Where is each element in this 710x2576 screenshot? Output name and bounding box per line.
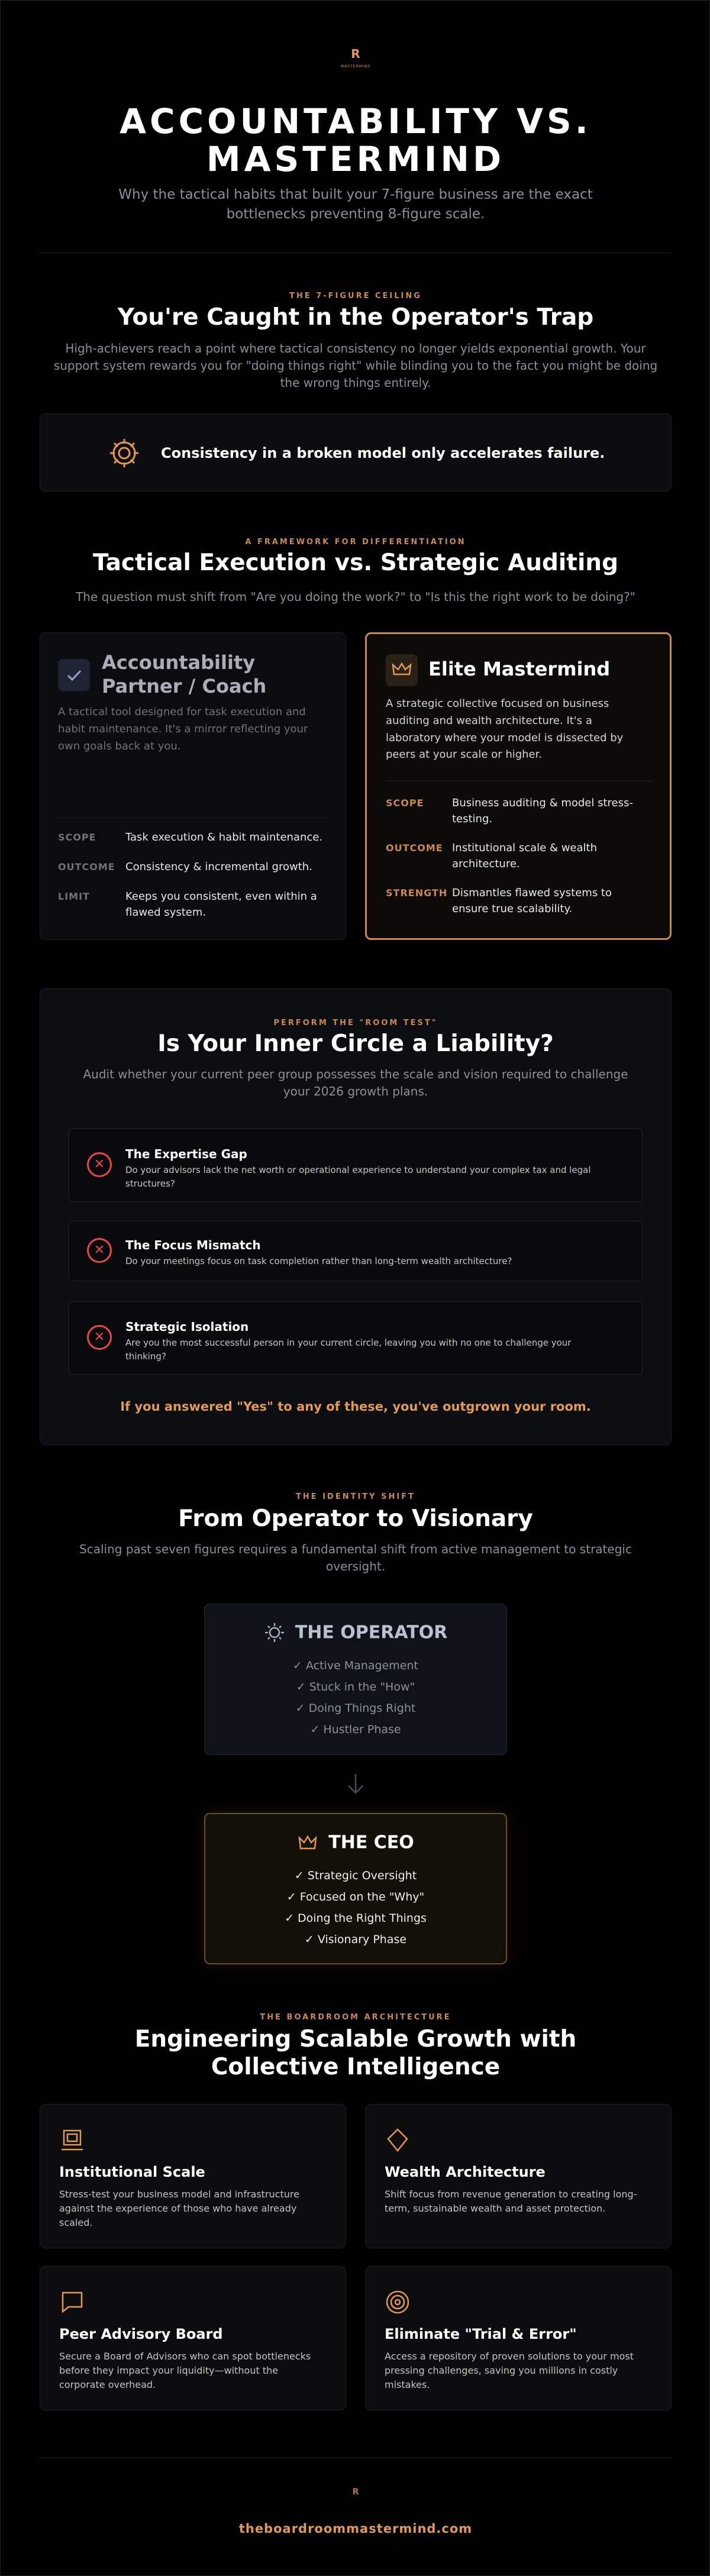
footer-logo: R xyxy=(352,2487,359,2497)
room-item-title: Strategic Isolation xyxy=(125,1320,249,1334)
feature-title: Wealth Architecture xyxy=(385,2164,546,2180)
feature-card xyxy=(40,2104,346,2248)
room-item-description: Do your advisors lack the net worth or operational experience to understand your complex tax and legal structures? xyxy=(125,1165,591,1189)
trap-callout xyxy=(40,413,672,492)
mastermind-row-key: SCOPE xyxy=(386,797,424,809)
operator-list-item: ✓ Stuck in the "How" xyxy=(296,1680,415,1693)
mastermind-row-value: Institutional scale & wealth architecture. xyxy=(452,842,598,870)
operator-list-item: ✓ Hustler Phase xyxy=(310,1723,401,1736)
room-item xyxy=(69,1221,643,1281)
arrow-down-icon xyxy=(346,1773,365,1794)
mastermind-row-key: OUTCOME xyxy=(386,842,443,854)
coach-row-key: OUTCOME xyxy=(58,861,115,872)
logo-caption: MASTERMIND xyxy=(341,64,371,69)
ceo-list-item: ✓ Visionary Phase xyxy=(304,1933,407,1946)
feature-title: Institutional Scale xyxy=(59,2164,205,2180)
operator-list xyxy=(205,1655,506,1740)
room-item-title: The Focus Mismatch xyxy=(125,1238,261,1252)
ceo-card xyxy=(204,1813,507,1964)
coach-card xyxy=(40,632,346,940)
logo-letter: R xyxy=(351,47,360,61)
feature-title: Peer Advisory Board xyxy=(59,2326,223,2342)
feature-description: Stress-test your business model and infrastructure against the experience of those who have already scaled. xyxy=(59,2189,299,2228)
room-item xyxy=(69,1301,643,1375)
room-test-panel xyxy=(40,988,672,1445)
architecture-title: Engineering Scalable Growth with Collective Intelligence xyxy=(134,2026,577,2080)
identity-subtitle: Scaling past seven figures requires a fundamental shift from active management to strategic oversight. xyxy=(79,1542,632,1573)
operator-header xyxy=(205,1622,506,1643)
diamond-icon xyxy=(385,2127,411,2153)
framework-subtitle: The question must shift from "Are you doing the work?" to "Is this the right work to be doing?" xyxy=(76,590,635,604)
identity-eyebrow: THE IDENTITY SHIFT xyxy=(296,1492,415,1501)
ceo-title: THE CEO xyxy=(328,1832,414,1853)
chat-icon xyxy=(59,2289,85,2315)
page-title: ACCOUNTABILITY VS. MASTERMIND xyxy=(120,101,592,179)
page-subtitle: Why the tactical habits that built your 7-figure business are the exact bottlenecks preventing 8-figure scale. xyxy=(118,187,593,222)
target-icon xyxy=(385,2289,411,2315)
framework-eyebrow: A FRAMEWORK FOR DIFFERENTIATION xyxy=(245,538,466,547)
mastermind-row-key: STRENGTH xyxy=(386,887,448,898)
coach-row-value: Keeps you consistent, even within a flawed system. xyxy=(125,890,317,919)
crown-icon xyxy=(386,654,418,686)
trap-body: High-achievers reach a point where tactical consistency no longer yields exponential growth. Your support system rewards you for "doing things right" while blinding you to the fact you might be doing the wrong things entirely. xyxy=(53,341,658,390)
room-conclusion: If you answered "Yes" to any of these, you've outgrown your room. xyxy=(120,1399,591,1414)
coach-row-key: LIMIT xyxy=(58,891,90,902)
coach-row-value: Task execution & habit maintenance. xyxy=(125,831,323,843)
room-item-description: Do your meetings focus on task completion rather than long-term wealth architecture? xyxy=(125,1256,512,1266)
ceo-list-item: ✓ Doing the Right Things xyxy=(285,1912,427,1925)
room-item-description: Are you the most successful person in your current circle, leaving you with no one to challenge your thinking? xyxy=(125,1337,572,1362)
mastermind-row-value: Business auditing & model stress-testing. xyxy=(452,797,633,825)
coach-row-value: Consistency & incremental growth. xyxy=(125,861,312,873)
laptop-icon xyxy=(59,2127,85,2153)
gear-icon xyxy=(106,435,142,471)
feature-card xyxy=(365,2266,672,2410)
header-logo xyxy=(341,47,370,69)
operator-list-item: ✓ Active Management xyxy=(293,1659,418,1672)
operator-title: THE OPERATOR xyxy=(295,1622,448,1643)
footer-link[interactable]: theboardroommastermind.com xyxy=(238,2522,473,2536)
coach-row-key: SCOPE xyxy=(58,832,96,843)
room-subtitle: Audit whether your current peer group possesses the scale and vision required to challenge your 2026 growth plans. xyxy=(83,1067,628,1098)
operator-list-item: ✓ Doing Things Right xyxy=(295,1702,416,1715)
crown-icon xyxy=(297,1832,318,1853)
sun-icon xyxy=(264,1622,285,1643)
check-icon xyxy=(58,659,90,691)
coach-title: Accountability Partner / Coach xyxy=(102,651,267,697)
mastermind-card xyxy=(365,632,672,940)
identity-title: From Operator to Visionary xyxy=(178,1505,533,1532)
x-circle-icon: ✕ xyxy=(87,1238,112,1263)
mastermind-title: Elite Mastermind xyxy=(428,658,611,680)
feature-card xyxy=(365,2104,672,2248)
trap-title: You're Caught in the Operator's Trap xyxy=(117,304,594,331)
coach-description: A tactical tool designed for task execution and habit maintenance. It's a mirror reflecting your own goals back at you. xyxy=(58,706,308,752)
feature-description: Secure a Board of Advisors who can spot bottlenecks before they impact your liquidity—without the corporate overhead. xyxy=(59,2351,311,2390)
trap-callout-text: Consistency in a broken model only accelerates failure. xyxy=(161,445,605,461)
x-circle-icon: ✕ xyxy=(87,1152,112,1177)
room-eyebrow: PERFORM THE "ROOM TEST" xyxy=(273,1019,438,1027)
feature-description: Access a repository of proven solutions to your most pressing challenges, saving you millions in costly mistakes. xyxy=(385,2351,634,2390)
room-title: Is Your Inner Circle a Liability? xyxy=(157,1030,554,1057)
architecture-eyebrow: THE BOARDROOM ARCHITECTURE xyxy=(260,2013,451,2022)
ceo-header xyxy=(205,1832,506,1853)
operator-card xyxy=(204,1604,507,1755)
mastermind-row-value: Dismantles flawed systems to ensure true scalability. xyxy=(452,887,612,915)
room-item-title: The Expertise Gap xyxy=(125,1147,247,1161)
feature-title: Eliminate "Trial & Error" xyxy=(385,2326,577,2342)
x-circle-icon: ✕ xyxy=(87,1325,112,1350)
coach-divider xyxy=(58,817,329,818)
feature-card xyxy=(40,2266,346,2410)
ceo-list xyxy=(205,1865,506,1950)
framework-title: Tactical Execution vs. Strategic Auditing xyxy=(93,550,618,576)
feature-description: Shift focus from revenue generation to creating long-term, sustainable wealth and asset protection. xyxy=(385,2189,637,2214)
room-item xyxy=(69,1129,643,1202)
ceo-list-item: ✓ Strategic Oversight xyxy=(294,1869,417,1882)
trap-eyebrow: THE 7-FIGURE CEILING xyxy=(289,292,422,300)
mastermind-description: A strategic collective focused on business auditing and wealth architecture. It's a laboratory where your model is dissected by peers at your scale or higher. xyxy=(386,697,624,761)
ceo-list-item: ✓ Focused on the "Why" xyxy=(286,1890,425,1903)
